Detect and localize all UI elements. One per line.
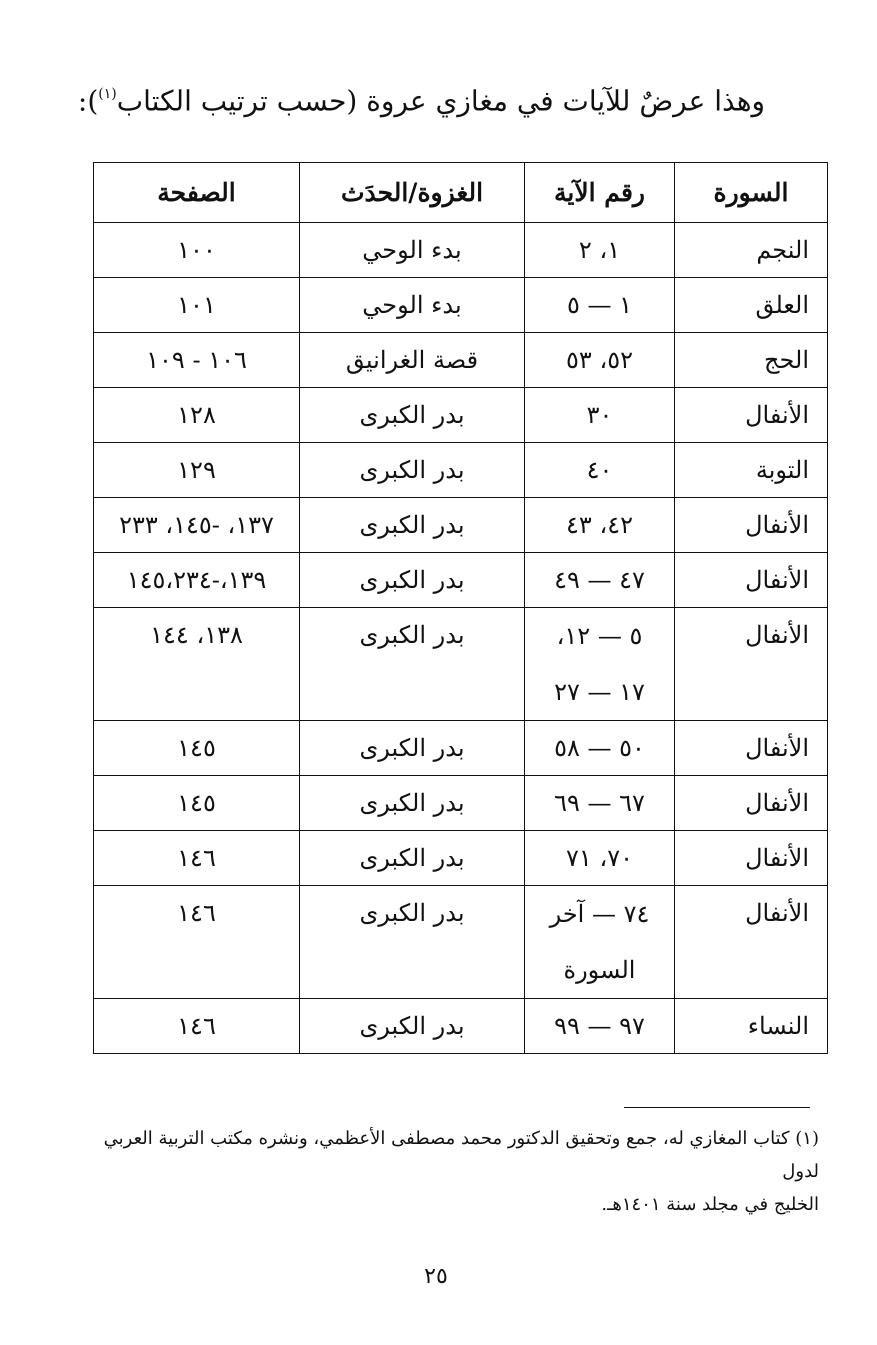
page-cell: ١٤٥ xyxy=(94,776,300,831)
surah-cell: الحج xyxy=(675,333,828,388)
event-cell: بدر الكبرى xyxy=(300,721,525,776)
footnote xyxy=(94,1122,819,1221)
table-row xyxy=(94,223,828,278)
table-row xyxy=(94,608,828,721)
ayah-cell-line: السورة xyxy=(563,956,636,984)
page-cell: ١٠٦ - ١٠٩ xyxy=(94,333,300,388)
intro-suffix: ): xyxy=(77,84,99,118)
ayah-cell xyxy=(525,553,675,608)
table-row xyxy=(94,776,828,831)
surah-cell: الأنفال xyxy=(675,608,828,721)
intro-line xyxy=(77,74,765,123)
table-row xyxy=(94,278,828,333)
footnote-marker: (١) xyxy=(98,86,117,102)
surah-cell: التوبة xyxy=(675,443,828,498)
table-row xyxy=(94,999,828,1054)
table-row xyxy=(94,498,828,553)
footnote-divider xyxy=(624,1107,810,1108)
ayah-cell-line: ٧٤ — آخر xyxy=(549,900,650,928)
ayah-cell-line: ٥٠ — ٥٨ xyxy=(554,734,645,762)
ayah-cell xyxy=(525,443,675,498)
surah-cell: الأنفال xyxy=(675,721,828,776)
header-ayah: رقم الآية xyxy=(525,163,675,223)
page-cell: ١٢٩ xyxy=(94,443,300,498)
event-cell: قصة الغرانيق xyxy=(300,333,525,388)
event-cell: بدء الوحي xyxy=(300,278,525,333)
surah-cell: الأنفال xyxy=(675,886,828,999)
table-row xyxy=(94,388,828,443)
ayah-cell-line: ١ — ٥ xyxy=(566,291,633,319)
header-page: الصفحة xyxy=(94,163,300,223)
ayah-cell-line: ٤٢، ٤٣ xyxy=(566,511,633,539)
ayah-cell xyxy=(525,721,675,776)
page-cell: ١٠١ xyxy=(94,278,300,333)
ayah-cell xyxy=(525,999,675,1054)
surah-cell: الأنفال xyxy=(675,498,828,553)
ayah-cell xyxy=(525,776,675,831)
table-header-row xyxy=(94,163,828,223)
page-cell: ١٣٧، -١٤٥، ٢٣٣ xyxy=(94,498,300,553)
footnote-line-2: الخليج في مجلد سنة ١٤٠١هـ. xyxy=(601,1194,819,1215)
surah-cell: النساء xyxy=(675,999,828,1054)
table-row xyxy=(94,721,828,776)
ayah-cell xyxy=(525,223,675,278)
intro-text: وهذا عرضٌ للآيات في مغازي عروة (حسب ترتيب الكتاب xyxy=(116,84,765,118)
event-cell: بدر الكبرى xyxy=(300,776,525,831)
ayah-cell-line: ٦٧ — ٦٩ xyxy=(554,789,645,817)
ayah-cell-line: ٥ — ١٢، xyxy=(556,622,643,650)
event-cell: بدر الكبرى xyxy=(300,553,525,608)
surah-cell: العلق xyxy=(675,278,828,333)
ayah-cell-line: ٧٠، ٧١ xyxy=(566,844,633,872)
ayah-cell-line: ٣٠ xyxy=(586,401,613,429)
page-number: ٢٥ xyxy=(424,1264,448,1289)
table-body xyxy=(94,223,828,1054)
surah-cell: الأنفال xyxy=(675,831,828,886)
footnote-line-1: (١) كتاب المغازي له، جمع وتحقيق الدكتور محمد مصطفى الأعظمي، ونشره مكتب التربية العربي لدول xyxy=(103,1128,819,1182)
page-cell: ١٤٦ xyxy=(94,999,300,1054)
page-cell: ١٢٨ xyxy=(94,388,300,443)
ayah-cell xyxy=(525,278,675,333)
ayah-cell-line: ٩٧ — ٩٩ xyxy=(554,1012,645,1040)
header-event: الغزوة/الحدَث xyxy=(300,163,525,223)
page-cell: ١٤٦ xyxy=(94,886,300,999)
surah-cell: الأنفال xyxy=(675,776,828,831)
table-row xyxy=(94,333,828,388)
ayah-cell xyxy=(525,831,675,886)
page-cell: ١٣٨، ١٤٤ xyxy=(94,608,300,721)
verses-table xyxy=(93,162,828,1054)
page-cell: ١٠٠ xyxy=(94,223,300,278)
page-cell: ١٣٩،-١٤٥،٢٣٤ xyxy=(94,553,300,608)
ayah-cell xyxy=(525,608,675,721)
event-cell: بدر الكبرى xyxy=(300,388,525,443)
ayah-cell-line: ١، ٢ xyxy=(578,236,621,264)
ayah-cell xyxy=(525,886,675,999)
event-cell: بدر الكبرى xyxy=(300,999,525,1054)
event-cell: بدر الكبرى xyxy=(300,498,525,553)
ayah-cell-line: ٤٠ xyxy=(586,456,613,484)
event-cell: بدر الكبرى xyxy=(300,886,525,999)
page-cell: ١٤٥ xyxy=(94,721,300,776)
header-surah: السورة xyxy=(675,163,828,223)
surah-cell: الأنفال xyxy=(675,388,828,443)
table-row xyxy=(94,553,828,608)
surah-cell: النجم xyxy=(675,223,828,278)
event-cell: بدر الكبرى xyxy=(300,831,525,886)
surah-cell: الأنفال xyxy=(675,553,828,608)
ayah-cell-line: ٤٧ — ٤٩ xyxy=(554,566,645,594)
table-row xyxy=(94,443,828,498)
ayah-cell xyxy=(525,498,675,553)
event-cell: بدر الكبرى xyxy=(300,608,525,721)
ayah-cell-line: ١٧ — ٢٧ xyxy=(554,678,645,706)
ayah-cell xyxy=(525,388,675,443)
event-cell: بدء الوحي xyxy=(300,223,525,278)
ayah-cell xyxy=(525,333,675,388)
ayah-cell-line: ٥٢، ٥٣ xyxy=(566,346,633,374)
table-row xyxy=(94,886,828,999)
table-row xyxy=(94,831,828,886)
event-cell: بدر الكبرى xyxy=(300,443,525,498)
page-cell: ١٤٦ xyxy=(94,831,300,886)
